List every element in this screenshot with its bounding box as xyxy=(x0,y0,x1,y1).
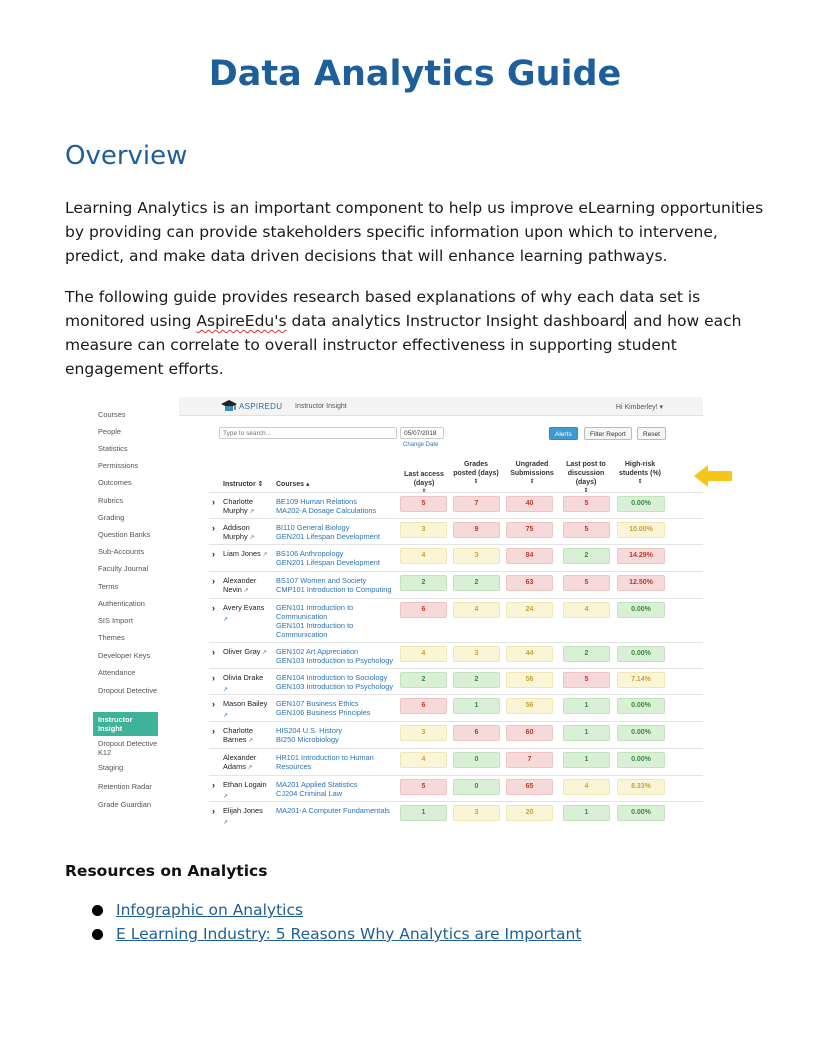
metric-cell-last-post: 1 xyxy=(563,698,610,714)
course-link[interactable]: GEN107 Business Ethics xyxy=(276,699,359,708)
metric-cell-high-risk: 7.14% xyxy=(617,672,665,688)
chevron-right-icon[interactable]: › xyxy=(212,497,215,507)
metric-cell-high-risk: 8.33% xyxy=(617,779,665,795)
courses-cell xyxy=(276,497,398,515)
metric-cell-last-access: 4 xyxy=(400,646,447,662)
metric-cell-last-access: 6 xyxy=(400,602,447,618)
metric-cell-grades-posted: 2 xyxy=(453,672,500,688)
metric-cell-ungraded: 7 xyxy=(506,752,553,768)
date-input[interactable] xyxy=(400,427,444,439)
courses-cell xyxy=(276,576,398,594)
courses-cell xyxy=(276,699,398,717)
courses-cell xyxy=(276,549,398,567)
metric-cell-grades-posted: 4 xyxy=(453,602,500,618)
sidebar-item-people[interactable]: People xyxy=(98,427,122,436)
elearning-industry-link[interactable]: E Learning Industry: 5 Reasons Why Analytics are Important xyxy=(116,925,582,943)
sidebar-item-dropout-detective[interactable]: Dropout Detective xyxy=(98,686,158,695)
column-header-last-post-label: Last post to discussion (days) xyxy=(566,461,606,486)
sidebar-item-dropout-detective-k12[interactable]: Dropout Detective K12 xyxy=(98,739,158,757)
instructor-name: Mason Bailey xyxy=(223,699,268,708)
paragraph-guide-after: and how each measure can correlate to overall instructor effectiveness in supporting student engagement efforts. xyxy=(65,312,742,378)
course-link[interactable]: GEN201 Lifespan Development xyxy=(276,558,380,567)
metric-cell-grades-posted: 3 xyxy=(453,548,500,564)
table-row[interactable] xyxy=(209,801,703,826)
list-item xyxy=(92,922,581,946)
metric-cell-last-post: 4 xyxy=(563,602,610,618)
metric-cell-ungraded: 84 xyxy=(506,548,553,564)
chevron-right-icon[interactable]: › xyxy=(212,726,215,736)
instructor-cell xyxy=(223,603,269,625)
instructor-cell xyxy=(223,780,269,802)
sidebar-item-staging[interactable]: Staging xyxy=(98,763,124,772)
instructor-cell xyxy=(223,726,269,746)
external-link-icon[interactable]: ↗ xyxy=(223,713,229,719)
course-link[interactable]: GEN101 Introduction to Communication xyxy=(276,603,354,621)
metric-cell-last-post: 5 xyxy=(563,575,610,591)
metric-cell-grades-posted: 3 xyxy=(453,805,500,821)
instructor-cell xyxy=(223,699,269,721)
column-header-grades-posted-label: Grades posted (days) xyxy=(453,461,499,477)
sort-icon: ⇕ xyxy=(637,479,643,485)
paragraph-guide-middle: data analytics Instructor Insight dashboard xyxy=(286,312,626,330)
metric-cell-last-access: 5 xyxy=(400,779,447,795)
table-row[interactable] xyxy=(209,571,703,599)
metric-cell-ungraded: 24 xyxy=(506,602,553,618)
instructor-name: Elijah Jones xyxy=(223,806,263,815)
list-item xyxy=(92,898,581,922)
metric-cell-last-access: 4 xyxy=(400,548,447,564)
instructor-cell xyxy=(223,549,269,560)
paragraph-guide xyxy=(65,285,765,381)
external-link-icon[interactable]: ↗ xyxy=(246,765,253,771)
course-link[interactable]: CJ204 Criminal Law xyxy=(276,789,343,798)
course-link[interactable]: GEN106 Business Principles xyxy=(276,708,371,717)
sidebar-item-terms[interactable]: Terms xyxy=(98,582,119,591)
course-link[interactable]: GEN101 Introduction to Communication xyxy=(276,621,354,639)
external-link-icon[interactable]: ↗ xyxy=(260,650,268,656)
instructor-insight-screenshot xyxy=(93,396,705,826)
external-link-icon[interactable]: ↗ xyxy=(260,552,268,558)
column-header-courses[interactable]: Courses ▴ xyxy=(276,481,310,488)
metric-cell-high-risk: 0.00% xyxy=(617,805,665,821)
course-link[interactable]: GEN102 Art Appreciation xyxy=(276,647,359,656)
sort-icon: ⇕ xyxy=(421,489,427,495)
column-header-last-post[interactable] xyxy=(561,460,611,495)
courses-cell xyxy=(276,523,398,541)
table-row[interactable] xyxy=(209,544,703,572)
bullet-icon xyxy=(92,929,103,940)
metric-cell-grades-posted: 6 xyxy=(453,725,500,741)
external-link-icon[interactable]: ↗ xyxy=(223,820,229,826)
metric-cell-ungraded: 20 xyxy=(506,805,553,821)
resources-heading: Resources on Analytics xyxy=(65,862,268,880)
course-link[interactable]: BS106 Anthropology xyxy=(276,549,344,558)
course-link[interactable]: GEN104 Introduction to Sociology xyxy=(276,673,388,682)
metric-cell-grades-posted: 7 xyxy=(453,496,500,512)
course-link[interactable]: CMP101 Introduction to Computing xyxy=(276,585,392,594)
metric-cell-high-risk: 0.00% xyxy=(617,602,665,618)
sidebar-item-grade-guardian[interactable]: Grade Guardian xyxy=(98,800,151,809)
column-header-high-risk[interactable] xyxy=(613,460,667,486)
table-row[interactable] xyxy=(209,642,703,669)
metric-cell-last-access: 6 xyxy=(400,698,447,714)
alerts-button[interactable]: Alerts xyxy=(549,427,578,440)
metric-cell-ungraded: 56 xyxy=(506,672,553,688)
external-link-icon[interactable]: ↗ xyxy=(223,687,229,693)
external-link-icon[interactable]: ↗ xyxy=(246,738,254,744)
courses-cell xyxy=(276,780,398,798)
bullet-icon xyxy=(92,905,103,916)
metric-cell-high-risk: 10.00% xyxy=(617,522,665,538)
sidebar-item-developer-keys[interactable]: Developer Keys xyxy=(98,651,151,660)
chevron-right-icon[interactable]: › xyxy=(212,603,215,613)
sidebar-item-question-banks[interactable]: Question Banks xyxy=(98,530,151,539)
table-row[interactable] xyxy=(209,668,703,695)
metric-cell-last-post: 1 xyxy=(563,725,610,741)
reset-button[interactable]: Reset xyxy=(637,427,666,440)
instructor-name: Addison Murphy xyxy=(223,523,250,541)
sidebar-item-authentication[interactable]: Authentication xyxy=(98,599,145,608)
sidebar-item-statistics[interactable]: Statistics xyxy=(98,444,128,453)
courses-cell xyxy=(276,673,398,691)
chevron-right-icon[interactable]: › xyxy=(212,780,215,790)
paragraph-guide-before: The following guide provides research based explanations of why each data set is monitored using xyxy=(65,288,701,330)
table-row[interactable] xyxy=(209,748,703,776)
external-link-icon[interactable]: ↗ xyxy=(247,509,255,515)
sidebar-item-permissions[interactable]: Permissions xyxy=(98,461,139,470)
course-link[interactable]: MA202-A Dosage Calculations xyxy=(276,506,377,515)
metric-cell-last-post: 1 xyxy=(563,805,610,821)
metric-cell-high-risk: 14.29% xyxy=(617,548,665,564)
courses-cell xyxy=(276,806,398,815)
chevron-right-icon[interactable]: › xyxy=(212,647,215,657)
instructor-cell xyxy=(223,753,269,773)
table-row[interactable] xyxy=(209,492,703,519)
change-date-link[interactable]: Change Date xyxy=(403,442,439,448)
graduation-cap-icon xyxy=(221,399,237,413)
instructor-name: Charlotte Murphy xyxy=(223,497,253,515)
instructor-name: Charlotte Barnes xyxy=(223,726,253,744)
metric-cell-ungraded: 65 xyxy=(506,779,553,795)
table-row[interactable] xyxy=(209,598,703,643)
table-row[interactable] xyxy=(209,518,703,545)
courses-cell xyxy=(276,647,398,665)
metric-cell-last-access: 2 xyxy=(400,672,447,688)
course-link[interactable]: HIS204 U.S. History xyxy=(276,726,343,735)
sidebar-item-sis-import[interactable]: SIS Import xyxy=(98,616,133,625)
sidebar-item-themes[interactable]: Themes xyxy=(98,633,125,642)
metric-cell-ungraded: 75 xyxy=(506,522,553,538)
metric-cell-last-access: 3 xyxy=(400,522,447,538)
column-header-grades-posted[interactable] xyxy=(453,460,499,486)
metric-cell-high-risk: 0.00% xyxy=(617,725,665,741)
chevron-right-icon[interactable]: › xyxy=(212,523,215,533)
metric-cell-last-post: 2 xyxy=(563,548,610,564)
sidebar-item-grading[interactable]: Grading xyxy=(98,513,125,522)
instructor-name: Oliver Gray xyxy=(223,647,261,656)
instructor-cell xyxy=(223,647,269,658)
metric-cell-high-risk: 12.50% xyxy=(617,575,665,591)
metric-cell-last-post: 1 xyxy=(563,752,610,768)
course-link[interactable]: GEN103 Introduction to Psychology xyxy=(276,656,394,665)
table-row[interactable] xyxy=(209,694,703,722)
chevron-right-icon[interactable]: › xyxy=(212,576,215,586)
sidebar-item-retention-radar[interactable]: Retention Radar xyxy=(98,782,152,791)
metric-cell-last-post: 2 xyxy=(563,646,610,662)
course-link[interactable]: MA201 Applied Statistics xyxy=(276,780,358,789)
column-header-ungraded[interactable] xyxy=(504,460,560,486)
metric-cell-last-access: 3 xyxy=(400,725,447,741)
sort-icon: ⇕ xyxy=(583,488,589,494)
instructor-cell xyxy=(223,497,269,517)
paragraph-intro: Learning Analytics is an important component to help us improve eLearning opportunities by providing can provide stakeholders specific information upon which to intervene, predict, and make data driven decisions that will enhance learning pathways. xyxy=(65,199,764,265)
external-link-icon[interactable]: ↗ xyxy=(247,535,255,541)
chevron-right-icon[interactable]: › xyxy=(212,673,215,683)
table-row[interactable] xyxy=(209,775,703,802)
instructor-name: Alexander Adams xyxy=(223,753,257,771)
metric-cell-grades-posted: 3 xyxy=(453,646,500,662)
metric-cell-grades-posted: 9 xyxy=(453,522,500,538)
sidebar-item-attendance[interactable]: Attendance xyxy=(98,668,136,677)
metric-cell-last-post: 4 xyxy=(563,779,610,795)
user-greeting-menu[interactable]: Hi Kimberley! ▾ xyxy=(615,404,663,411)
metric-cell-grades-posted: 2 xyxy=(453,575,500,591)
course-link[interactable]: GEN201 Lifespan Development xyxy=(276,532,380,541)
instructor-name: Ethan Logain xyxy=(223,780,267,789)
text-cursor xyxy=(625,311,626,329)
metric-cell-ungraded: 56 xyxy=(506,698,553,714)
metric-cell-ungraded: 63 xyxy=(506,575,553,591)
metric-cell-high-risk: 0.00% xyxy=(617,752,665,768)
document-title: Data Analytics Guide xyxy=(208,54,622,94)
metric-cell-last-access: 1 xyxy=(400,805,447,821)
app-name: Instructor Insight xyxy=(295,403,347,410)
external-link-icon[interactable]: ↗ xyxy=(223,617,229,623)
column-header-last-access-label: Last access (days) xyxy=(404,471,444,487)
external-link-icon[interactable]: ↗ xyxy=(223,794,229,800)
instructor-name: Liam Jones xyxy=(223,549,261,558)
metric-cell-high-risk: 0.00% xyxy=(617,646,665,662)
metric-cell-grades-posted: 0 xyxy=(453,752,500,768)
logo-text: ASPIREDU xyxy=(239,402,283,411)
course-link[interactable]: BE109 Human Relations xyxy=(276,497,357,506)
metric-cell-grades-posted: 1 xyxy=(453,698,500,714)
column-header-ungraded-label: Ungraded Submissions xyxy=(510,461,554,477)
metric-cell-last-post: 5 xyxy=(563,672,610,688)
sort-icon: ⇕ xyxy=(473,479,479,485)
sidebar-item-courses[interactable]: Courses xyxy=(98,410,126,419)
column-header-instructor[interactable]: Instructor ⇕ xyxy=(223,481,264,488)
metric-cell-last-post: 5 xyxy=(563,522,610,538)
chevron-right-icon[interactable]: › xyxy=(212,549,215,559)
section-heading-overview: Overview xyxy=(65,141,188,171)
metric-cell-grades-posted: 0 xyxy=(453,779,500,795)
instructor-name: Alexander Nevin xyxy=(223,576,257,594)
metric-cell-last-post: 5 xyxy=(563,496,610,512)
sidebar-item-outcomes[interactable]: Outcomes xyxy=(98,478,132,487)
courses-cell xyxy=(276,753,398,771)
filter-report-button[interactable]: Filter Report xyxy=(584,427,632,440)
metric-cell-last-access: 4 xyxy=(400,752,447,768)
sidebar-item-instructor-insight[interactable]: Instructor Insight xyxy=(93,712,158,736)
metric-cell-ungraded: 44 xyxy=(506,646,553,662)
sidebar-item-rubrics[interactable]: Rubrics xyxy=(98,496,124,505)
sidebar-item-sub-accounts[interactable]: Sub-Accounts xyxy=(98,547,145,556)
sort-icon: ⇕ xyxy=(529,479,535,485)
course-link[interactable]: HR101 Introduction to Human Resources xyxy=(276,753,374,771)
instructor-cell xyxy=(223,576,269,596)
courses-cell xyxy=(276,603,398,639)
course-link[interactable]: BI250 Microbiology xyxy=(276,735,339,744)
chevron-right-icon[interactable]: › xyxy=(212,806,215,816)
arrow-left-icon xyxy=(694,465,734,487)
instructor-name: Avery Evans xyxy=(223,603,265,612)
metric-cell-last-access: 2 xyxy=(400,575,447,591)
sidebar-item-faculty-journal[interactable]: Faculty Journal xyxy=(98,564,149,573)
instructor-cell xyxy=(223,806,269,828)
course-link[interactable]: BS107 Women and Society xyxy=(276,576,367,585)
instructor-cell xyxy=(223,673,269,695)
instructor-cell xyxy=(223,523,269,543)
resources-list xyxy=(92,898,581,946)
chevron-right-icon[interactable]: › xyxy=(212,699,215,709)
search-input[interactable] xyxy=(219,427,397,439)
metric-cell-high-risk: 0.00% xyxy=(617,698,665,714)
courses-cell xyxy=(276,726,398,744)
course-link[interactable]: BI110 General Biology xyxy=(276,523,350,532)
column-header-high-risk-label: High-risk students (%) xyxy=(619,461,661,477)
admin-sidebar xyxy=(93,396,165,814)
metric-cell-ungraded: 40 xyxy=(506,496,553,512)
course-link[interactable]: GEN103 Introduction to Psychology xyxy=(276,682,394,691)
external-link-icon[interactable]: ↗ xyxy=(241,588,249,594)
metric-cell-high-risk: 0.00% xyxy=(617,496,665,512)
app-topbar xyxy=(179,397,703,416)
instructor-name: Olivia Drake xyxy=(223,673,264,682)
course-link[interactable]: MA201-A Computer Fundamentals xyxy=(276,806,390,815)
infographic-link[interactable]: Infographic on Analytics xyxy=(116,901,304,919)
metric-cell-ungraded: 60 xyxy=(506,725,553,741)
spellcheck-word-aspireedu: AspireEdu's xyxy=(196,312,287,330)
metric-cell-last-access: 5 xyxy=(400,496,447,512)
table-row[interactable] xyxy=(209,721,703,749)
